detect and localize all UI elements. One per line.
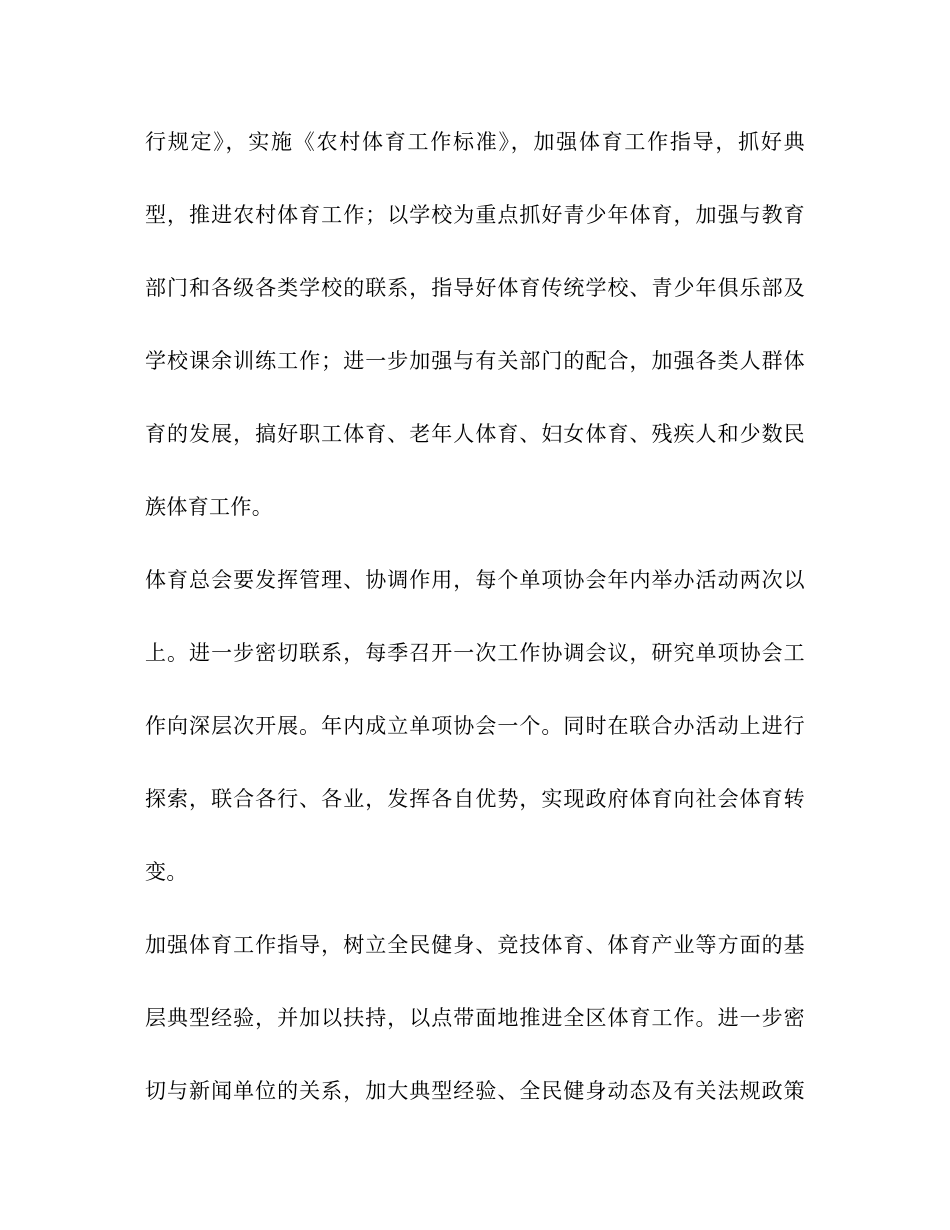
paragraph-line: 上。进一步密切联系，每季召开一次工作协调会议，研究单项协会工 bbox=[145, 641, 805, 665]
paragraph-line: 育的发展，搞好职工体育、老年人体育、妇女体育、残疾人和少数民 bbox=[145, 422, 805, 446]
paragraph-line: 层典型经验，并加以扶持，以点带面地推进全区体育工作。进一步密 bbox=[145, 1006, 805, 1030]
paragraph-line: 变。 bbox=[145, 860, 188, 884]
paragraph-line: 行规定》，实施《农村体育工作标准》，加强体育工作指导，抓好典 bbox=[145, 130, 805, 154]
paragraph-line: 族体育工作。 bbox=[145, 495, 274, 519]
paragraph-line: 切与新闻单位的关系，加大典型经验、全民健身动态及有关法规政策 bbox=[145, 1079, 805, 1103]
paragraph-line: 部门和各级各类学校的联系，指导好体育传统学校、青少年俱乐部及 bbox=[145, 276, 805, 300]
paragraph-line: 加强体育工作指导，树立全民健身、竞技体育、体育产业等方面的基 bbox=[145, 933, 805, 957]
paragraph-line: 学校课余训练工作；进一步加强与有关部门的配合，加强各类人群体 bbox=[145, 349, 805, 373]
paragraph-line: 型，推进农村体育工作；以学校为重点抓好青少年体育，加强与教育 bbox=[145, 203, 805, 227]
paragraph-line: 作向深层次开展。年内成立单项协会一个。同时在联合办活动上进行 bbox=[145, 714, 805, 738]
paragraph-line: 探索，联合各行、各业，发挥各自优势，实现政府体育向社会体育转 bbox=[145, 787, 805, 811]
paragraph-line: 体育总会要发挥管理、协调作用，每个单项协会年内举办活动两次以 bbox=[145, 568, 805, 592]
